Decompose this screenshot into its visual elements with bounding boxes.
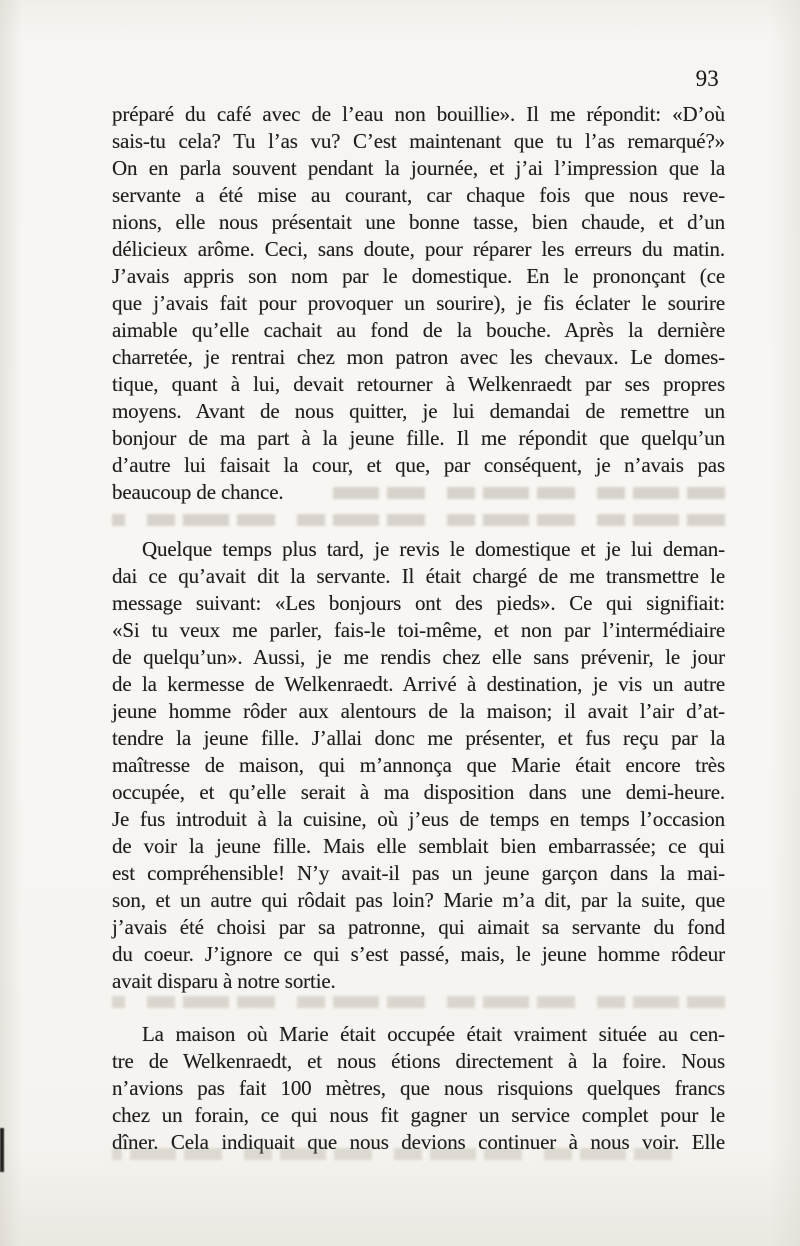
text-line: J’avais appris son nom par le domestique. En le prononçant (ce xyxy=(112,264,725,288)
text-line: tendre la jeune fille. J’allai donc me présenter, et fus reçu par la xyxy=(112,726,725,750)
text-line: Quelque temps plus tard, je revis le domestique et je lui deman- xyxy=(142,537,725,561)
bleedthrough-ghost-line xyxy=(112,514,725,526)
text-line: délicieux arôme. Ceci, sans doute, pour réparer les erreurs du matin. xyxy=(112,237,725,261)
text-line: message suivant: «Les bonjours ont des pieds». Ce qui signifiait: xyxy=(112,591,725,615)
text-line: du coeur. J’ignore ce qui s’est passé, mais, le jeune homme rôdeur xyxy=(112,942,725,966)
text-line: tre de Welkenraedt, et nous étions directement à la foire. Nous xyxy=(112,1049,725,1073)
text-line: bonjour de ma part à la jeune fille. Il me répondit que quelqu’un xyxy=(112,426,725,450)
text-line: de quelqu’un». Aussi, je me rendis chez elle sans prévenir, le jour xyxy=(112,645,725,669)
paragraph xyxy=(112,101,725,506)
text-line: nions, elle nous présentait une bonne tasse, bien chaude, et d’un xyxy=(112,210,725,234)
text-line: aimable qu’elle cachait au fond de la bouche. Après la dernière xyxy=(112,318,725,342)
text-line: que j’avais fait pour provoquer un sourire), je fis éclater le sourire xyxy=(112,291,725,315)
text-line: occupée, et qu’elle serait à ma disposition dans une demi-heure. xyxy=(112,780,725,804)
text-line: servante a été mise au courant, car chaque fois que nous reve- xyxy=(112,183,725,207)
text-line: de voir la jeune fille. Mais elle semblait bien embarrassée; ce qui xyxy=(112,834,725,858)
text-line: dîner. Cela indiquait que nous devions continuer à nous voir. Elle xyxy=(112,1130,725,1154)
text-line: «Si tu veux me parler, fais-le toi-même, et non par l’intermédiaire xyxy=(112,618,725,642)
paragraph xyxy=(112,536,725,995)
text-line: jeune homme rôder aux alentours de la maison; il avait l’air d’at- xyxy=(112,699,725,723)
text-line: dai ce qu’avait dit la servante. Il était chargé de me transmettre le xyxy=(112,564,725,588)
text-line: avait disparu à notre sortie. xyxy=(112,969,336,993)
text-line: Je fus introduit à la cuisine, où j’eus de temps en temps l’occasion xyxy=(112,807,725,831)
bleedthrough-ghost-line xyxy=(112,1148,672,1160)
text-line: tique, quant à lui, devait retourner à Welkenraedt par ses propres xyxy=(112,372,725,396)
text-line: sais-tu cela? Tu l’as vu? C’est maintenant que tu l’as remarqué?» xyxy=(112,129,725,153)
text-line: d’autre lui faisait la cour, et que, par conséquent, je n’avais pas xyxy=(112,453,725,477)
page-number: 93 xyxy=(695,66,719,91)
text-line: son, et un autre qui rôdait pas loin? Marie m’a dit, par la suite, que xyxy=(112,888,725,912)
text-line: charretée, je rentrai chez mon patron avec les chevaux. Le domes- xyxy=(112,345,725,369)
scan-edge-artifact xyxy=(0,1128,4,1172)
text-line: moyens. Avant de nous quitter, je lui demandai de remettre un xyxy=(112,399,725,423)
text-line: On en parla souvent pendant la journée, et j’ai l’impression que la xyxy=(112,156,725,180)
bleedthrough-ghost-line xyxy=(112,996,725,1008)
text-line: j’avais été choisi par sa patronne, qui aimait sa servante du fond xyxy=(112,915,725,939)
text-line: beaucoup de chance. xyxy=(112,480,284,504)
text-line: chez un forain, ce qui nous fit gagner un service complet pour le xyxy=(112,1103,725,1127)
text-line: La maison où Marie était occupée était vraiment située au cen- xyxy=(142,1022,725,1046)
text-line: de la kermesse de Welkenraedt. Arrivé à destination, je vis un autre xyxy=(112,672,725,696)
text-line: est compréhensible! N’y avait-il pas un jeune garçon dans la mai- xyxy=(112,861,725,885)
bleedthrough-ghost-line xyxy=(330,487,725,499)
text-line: n’avions pas fait 100 mètres, que nous risquions quelques francs xyxy=(112,1076,725,1100)
text-line: préparé du café avec de l’eau non bouillie». Il me répondit: «D’où xyxy=(112,102,725,126)
text-line: maîtresse de maison, qui m’annonça que Marie était encore très xyxy=(112,753,725,777)
paragraph xyxy=(112,1021,725,1156)
